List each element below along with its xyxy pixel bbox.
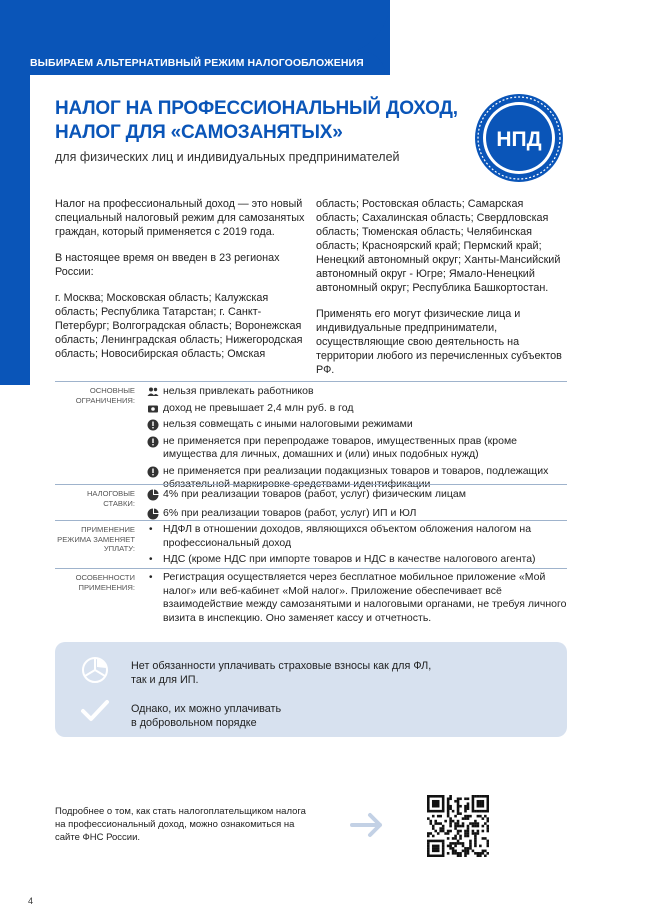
rates-list	[147, 488, 567, 523]
section-divider	[55, 568, 567, 569]
features-label: ОСОБЕННОСТИ ПРИМЕНЕНИЯ:	[75, 573, 135, 592]
people-icon	[147, 386, 159, 398]
page-title	[55, 97, 475, 145]
intro-paragraph-1: Налог на профессиональный доход — это новый специальный налоговый режим для самозанятых граждан, который применяется с 2019 года.	[55, 198, 305, 238]
page-subtitle: для физических лиц и индивидуальных предпринимателей	[55, 150, 400, 164]
list-item-text: доход не превышает 2,4 млн руб. в год	[163, 401, 354, 414]
intro-paragraph-2: В настоящее время он введен в 23 регионах России:	[55, 252, 280, 278]
info-text-1-line-a: Нет обязанности уплачивать страховые взносы как для ФЛ,	[131, 660, 432, 672]
section-title: ВЫБИРАЕМ АЛЬТЕРНАТИВНЫЙ РЕЖИМ НАЛОГООБЛОЖЕНИЯ	[30, 57, 364, 69]
replaces-list	[147, 523, 567, 570]
list-item	[147, 435, 567, 462]
section-divider	[55, 520, 567, 521]
replaces-label: ПРИМЕНЕНИЕ РЕЖИМА ЗАМЕНЯЕТ УПЛАТУ:	[57, 525, 135, 553]
bullet-icon: •	[149, 524, 153, 535]
title-line-2: НАЛОГ ДЛЯ «САМОЗАНЯТЫХ»	[55, 122, 343, 143]
intro-paragraph-5: Применять его могут физические лица и индивидуальные предприниматели, осуществляющие свою деятельность на территории любого из перечисленных субъектов РФ.	[316, 308, 562, 376]
rates-label: НАЛОГОВЫЕ СТАВКИ:	[86, 489, 135, 508]
qr-code-icon[interactable]	[427, 795, 489, 857]
badge-text: НПД	[496, 128, 542, 151]
info-text-2-line-b: в добровольном порядке	[131, 717, 257, 729]
list-item	[147, 402, 567, 416]
money-icon	[147, 403, 159, 415]
list-item	[147, 523, 567, 550]
list-item	[147, 385, 567, 399]
pie-chart-icon	[80, 655, 110, 685]
list-item	[147, 507, 567, 521]
exclamation-icon	[147, 436, 159, 448]
list-item-text: 6% при реализации товаров (работ, услуг) ИП и ЮЛ	[163, 506, 417, 519]
pie-chart-icon	[147, 489, 159, 501]
section-divider	[55, 381, 567, 382]
exclamation-icon	[147, 466, 159, 478]
intro-paragraph-4: область; Ростовская область; Самарская область; Сахалинская область; Свердловская область; Тюменская область; Челябинская область; Красноярский край; Пермский край; Ненецкий автономный округ; Ханты-Мансийский автономный округ - Югре; Ямало-Ненецкий автономный округ; Республика Башкортостан.	[316, 198, 561, 294]
list-item-text: 4% при реализации товаров (работ, услуг) физическим лицам	[163, 488, 466, 500]
intro-right-column	[316, 197, 566, 389]
list-item-text: не применяется при перепродаже товаров, имущественных прав (кроме имущества для личных, домашних и (или) иных подобных нужд)	[163, 434, 518, 460]
footer-text: Подробнее о том, как стать налогоплательщиком налога на профессиональный доход, можно ознакомиться на сайте ФНС России.	[55, 806, 306, 843]
list-item-text: нельзя привлекать работников	[163, 385, 314, 397]
pie-chart-icon	[147, 508, 159, 520]
intro-left-column	[55, 197, 310, 373]
list-item-text: НДС (кроме НДС при импорте товаров и НДС в качестве налогового агента)	[163, 553, 536, 565]
title-line-1: НАЛОГ НА ПРОФЕССИОНАЛЬНЫЙ ДОХОД,	[55, 98, 458, 119]
list-item-text: не применяется при реализации подакцизных товаров и товаров, подлежащих обязательной маркировке средствами идентификации	[163, 464, 549, 490]
list-item	[147, 418, 567, 432]
checkmark-icon	[80, 698, 110, 724]
list-item-text: нельзя совмещать с иными налоговыми режимами	[163, 418, 413, 430]
list-item	[147, 488, 567, 502]
intro-paragraph-3: г. Москва; Московская область; Калужская область; Республика Татарстан; г. Санкт-Петербург; Волгоградская область; Воронежская область; Ленинградская область; Нижегородская область; Новосибирская область; Омская	[55, 292, 303, 360]
info-text-1	[131, 659, 431, 687]
list-item	[147, 553, 567, 567]
bullet-icon: •	[149, 554, 153, 565]
info-text-1-line-b: так и для ИП.	[131, 674, 199, 686]
bullet-icon: •	[149, 572, 153, 583]
list-item-text: НДФЛ в отношении доходов, являющихся объектом обложения налогом на профессиональный доход	[163, 523, 532, 549]
arrow-right-icon	[350, 810, 386, 840]
info-text-2-line-a: Однако, их можно уплачивать	[131, 703, 282, 715]
list-item	[147, 571, 567, 625]
section-divider	[55, 484, 567, 485]
npd-badge-icon	[474, 93, 564, 183]
list-item-text: Регистрация осуществляется через бесплатное мобильное приложение «Мой налог» или веб-кабинет «Мой налог». Приложение обеспечивает всё взаимодействие между самозанятыми и налоговыми органами, не требуя личного визита в инспекцию. Оно заменяет кассу и отчетность.	[163, 571, 567, 624]
features-list	[147, 571, 567, 628]
page-number: 4	[28, 896, 34, 906]
exclamation-icon	[147, 419, 159, 431]
restrictions-label: ОСНОВНЫЕ ОГРАНИЧЕНИЯ:	[75, 386, 135, 405]
info-text-2	[131, 702, 281, 730]
restrictions-list	[147, 385, 567, 495]
